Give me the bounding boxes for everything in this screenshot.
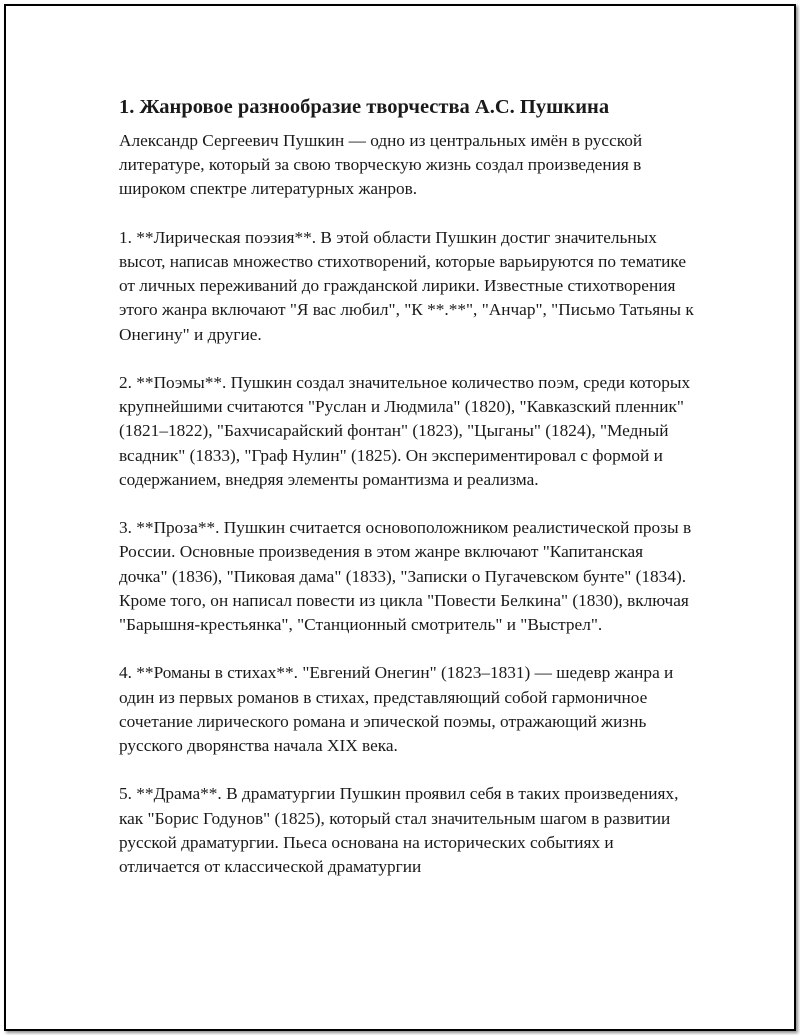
document-title: 1. Жанровое разнообразие творчества А.С. Пушкина <box>119 96 610 118</box>
document-content <box>119 94 694 879</box>
verse-novels-paragraph: 4. **Романы в стихах**. "Евгений Онегин" (1823–1831) — шедевр жанра и один из первых романов в стихах, представляющий собой гармоничное сочетание лирического романа и эпической поэмы, отражающий жизнь русского дворянства начала XIX века. <box>119 663 674 756</box>
document-page <box>4 4 796 1031</box>
drama-paragraph: 5. **Драма**. В драматургии Пушкин проявил себя в таких произведениях, как "Борис Годунов" (1825), который стал значительным шагом в развитии русской драматургии. Пьеса основана на исторических событиях и отличается от классической драматургии <box>119 784 679 877</box>
lyric-poetry-paragraph: 1. **Лирическая поэзия**. В этой области Пушкин достиг значительных высот, написав множество стихотворений, которые варьируются по тематике от личных переживаний до гражданской лирики. Известные стихотворения этого жанра включают "Я вас любил", "К **.**", "Анчар", "Письмо Татьяны к Онегину" и другие. <box>119 227 694 344</box>
intro-paragraph: Александр Сергеевич Пушкин — одно из центральных имён в русской литературе, который за свою творческую жизнь создал произведения в широком спектре литературных жанров. <box>119 131 643 199</box>
prose-paragraph: 3. **Проза**. Пушкин считается основоположником реалистической прозы в России. Основные произведения в этом жанре включают "Капитанская дочка" (1836), "Пиковая дама" (1833), "Записки о Пугачевском бунте" (1834). Кроме того, он написал повести из цикла "Повести Белкина" (1830), включая "Барышня-крестьянка", "Станционный смотритель" и "Выстрел". <box>119 518 692 635</box>
poems-paragraph: 2. **Поэмы**. Пушкин создал значительное количество поэм, среди которых крупнейшими считаются "Руслан и Людмила" (1820), "Кавказский пленник" (1821–1822), "Бахчисарайский фонтан" (1823), "Цыганы" (1824), "Медный всадник" (1833), "Граф Нулин" (1825). Он экспериментировал с формой и содержанием, внедряя элементы романтизма и реализма. <box>119 373 691 489</box>
